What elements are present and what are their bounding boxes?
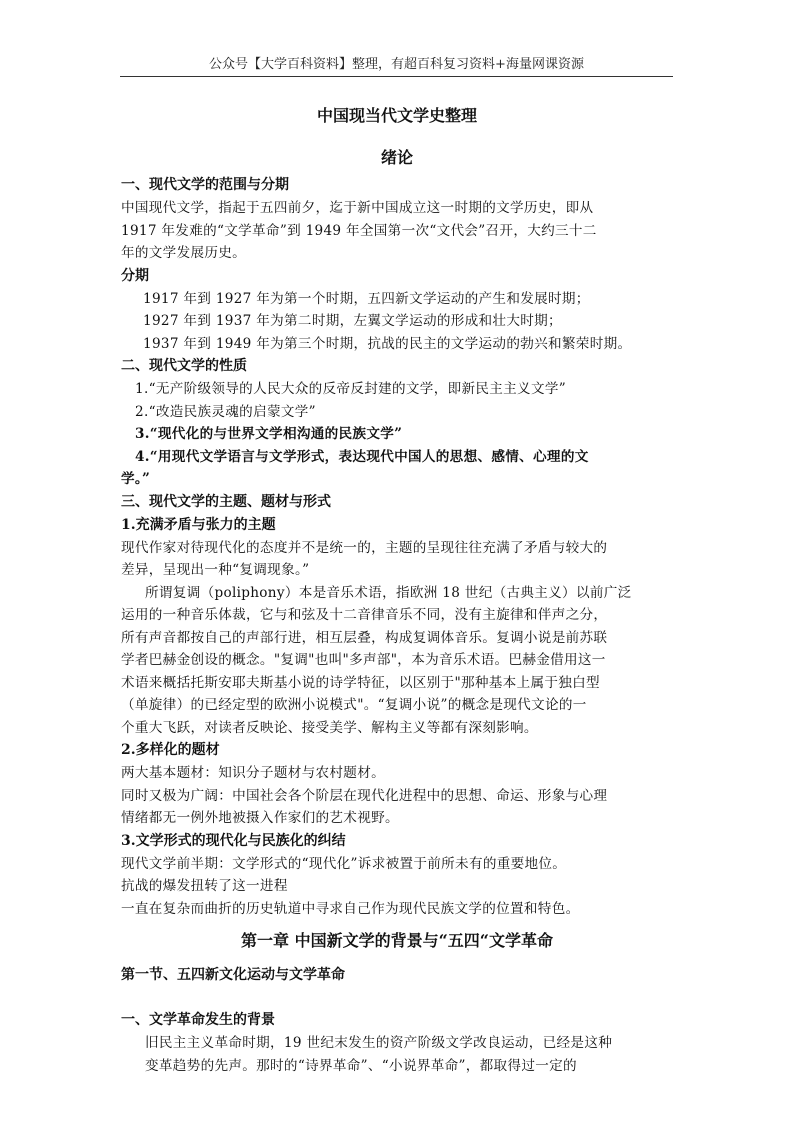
paragraph-line: 旧民主主义革命时期，19 世纪末发生的资产阶级文学改良运动，已经是这种: [145, 1035, 613, 1051]
header-divider: [120, 76, 673, 77]
subheading-forms: 3.文学形式的现代化与民族化的纠结: [121, 832, 346, 849]
subheading-themes: 1.充满矛盾与张力的主题: [121, 516, 276, 533]
period-item-2: 1927 年到 1937 年为第二时期，左翼文学运动的形成和壮大时期；: [143, 313, 562, 329]
document-title: 中国现当代文学史整理: [316, 106, 477, 125]
paragraph-line: 术语来概括托斯安耶夫斯基小说的诗学特征，以区别于"那种基本上属于独白型: [121, 674, 600, 691]
document-body: [121, 104, 673, 1077]
paragraph-line: 个重大飞跃，对读者反映论、接受美学、解构主义等都有深刻影响。: [121, 719, 538, 736]
nature-item-4-cont: 学。”: [121, 471, 151, 487]
period-item-1: 1917 年到 1927 年为第一个时期，五四新文学运动的产生和发展时期；: [143, 290, 590, 307]
paragraph-line: 一直在复杂而曲折的历史轨道中寻求自己作为现代民族文学的位置和特色。: [121, 900, 580, 917]
paragraph-line: 抗战的爆发扭转了这一进程: [121, 878, 288, 894]
paragraph-line: 现代作家对待现代化的态度并不是统一的，主题的呈现往往充满了矛盾与较大的: [121, 539, 608, 556]
nature-item-4: 4.“用现代文学语言与文学形式，表达现代中国人的思想、感情、心理的文: [135, 448, 589, 465]
chapter-title: 第一章 中国新文学的背景与“五四“文学革命: [241, 931, 553, 950]
section-title: 第一节、五四新文化运动与文学革命: [121, 967, 345, 983]
section-heading-themes: 三、现代文学的主题、题材与形式: [121, 493, 331, 510]
paragraph-line: 运用的一种音乐体裁，它与和弦及十二音律音乐不同，没有主旋律和伴声之分，: [121, 607, 608, 623]
paragraph-line: （单旋律）的已经定型的欧洲小说模式"。“复调小说”的概念是现代文论的一: [121, 697, 587, 713]
paragraph-line: 年的文学发展历史。: [121, 245, 247, 261]
section-heading-background: 一、文学革命发生的背景: [121, 1012, 275, 1028]
paragraph-line: 学者巴赫金创设的概念。"复调"也叫"多声部"，本为音乐术语。巴赫金借用这一: [121, 652, 606, 668]
section-heading-nature: 二、现代文学的性质: [121, 358, 247, 374]
period-item-3: 1937 年到 1949 年为第三个时期，抗战的民主的文学运动的勃兴和繁荣时期。: [143, 335, 632, 352]
paragraph-line: 变革趋势的先声。那时的“诗界革命”、“小说界革命”，都取得过一定的: [145, 1057, 577, 1074]
page-header: 公众号【大学百科资料】整理，有超百科复习资料+海量网课资源: [209, 57, 584, 72]
paragraph-line: 差异，呈现出一种“复调现象。”: [121, 562, 310, 578]
nature-item-1: 1.“无产阶级领导的人民大众的反帝反封建的文学，即新民主主义文学”: [135, 381, 566, 397]
subheading-subjects: 2.多样化的题材: [121, 742, 220, 758]
paragraph-line: 所有声音都按自己的声部行进，相互层叠，构成复调体音乐。复调小说是前苏联: [121, 629, 608, 646]
section-heading-scope: 一、现代文学的范围与分期: [121, 177, 289, 193]
period-heading: 分期: [121, 267, 149, 284]
nature-item-3: 3.“现代化的与世界文学相沟通的民族文学”: [135, 426, 403, 442]
paragraph-line: 中国现代文学，指起于五四前夕，迄于新中国成立这一时期的文学历史，即从: [121, 200, 594, 216]
paragraph-line: 现代文学前半期：文学形式的“现代化”诉求被置于前所未有的重要地位。: [121, 855, 567, 872]
spacer: [121, 987, 673, 1009]
nature-item-2: 2.“改造民族灵魂的启蒙文学”: [135, 403, 316, 420]
paragraph-line: 1917 年发难的“文学革命”到 1949 年全国第一次“文代会”召开，大约三十二: [121, 222, 597, 239]
paragraph-line: 两大基本题材：知识分子题材与农村题材。: [121, 765, 385, 781]
paragraph-line: 情绪都无一例外地被摄入作家们的艺术视野。: [121, 810, 399, 826]
paragraph-line: 同时又极为广阔：中国社会各个阶层在现代化进程中的思想、命运、形象与心理: [121, 787, 608, 804]
intro-title: 绪论: [380, 148, 413, 167]
paragraph-line: 所谓复调（poliphony）本是音乐术语，指欧洲 18 世纪（古典主义）以前广泛: [145, 584, 632, 601]
